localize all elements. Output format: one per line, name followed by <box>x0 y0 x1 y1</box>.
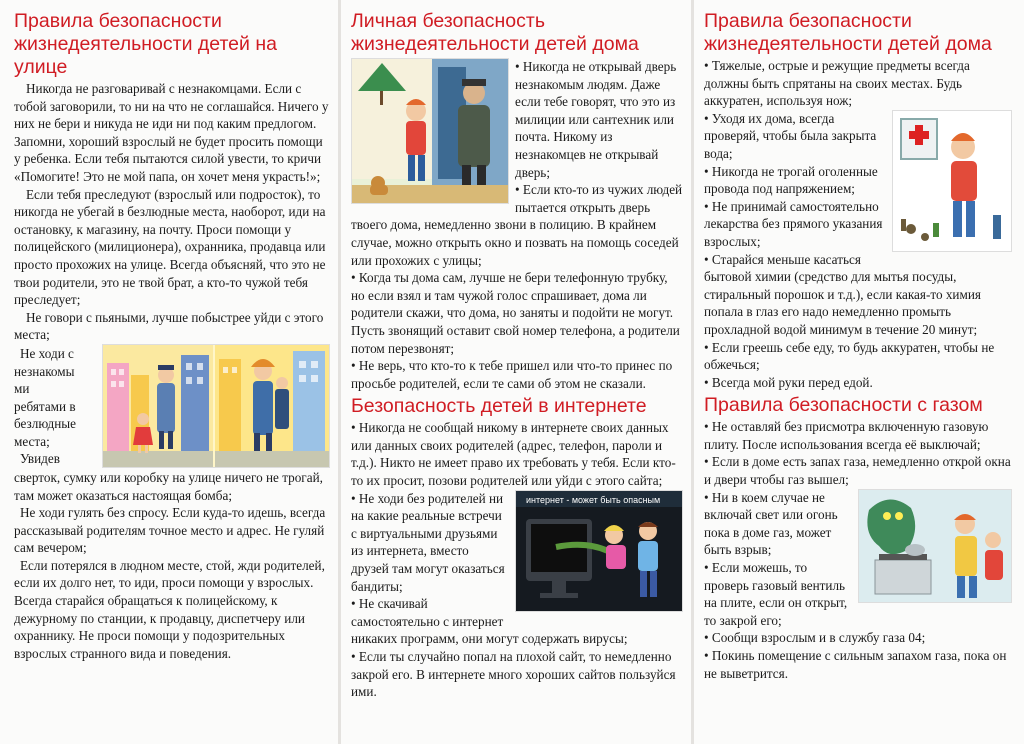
internet-rule-downloads: • Не скачивай самостоятельно с интернет никаких программ, они могут содержать вирусы; <box>351 596 628 647</box>
street-rule-followed: Если тебя преследуют (взрослый или подросток), то никогда не убегай в безлюдные места, наоборот, иди на остановку, к магазину, на почту. Проси помощи у полицейского (милиционера), охранника, продавца или просто прохожих на улице. Всегда объясняй, что это не твои родители, это не твой брат, а кто-то чужой тебя преследует; <box>14 186 326 308</box>
stranger-scene-svg <box>103 345 329 467</box>
home-personal-text <box>351 58 683 392</box>
side-line-7: Увидев <box>20 451 60 467</box>
side-line-6: места; <box>14 433 50 449</box>
street-side-text <box>14 345 98 468</box>
gas-heading-text: Правила безопасности с газом <box>704 394 983 417</box>
home-personal-heading-line-2: жизнедеятельности детей дома <box>351 33 639 55</box>
gas-danger-illustration <box>858 489 1012 603</box>
street-rule-walk: Не ходи гулять без спросу. Если куда-то идешь, всегда рассказывай родителям точное место и адрес. Не гуляй сам вечером; <box>14 505 326 556</box>
gas-rule-stove: • Не оставляй без присмотра включенную газовую плиту. После использования всегда её выключай; <box>704 419 989 452</box>
side-line-4: ребятами в <box>14 398 76 414</box>
gas-rules-text <box>704 418 1012 682</box>
home-personal-heading <box>351 10 683 56</box>
street-heading <box>14 10 330 79</box>
door-stranger-illustration <box>351 58 509 204</box>
home-rule-break-in: • Если кто-то из чужих людей пытается открыть дверь твоего дома, немедленно звони в полицию. В крайнем случае, можно открыть окно и позвать на помощь соседей или прохожих с улицы; <box>351 182 683 268</box>
side-line-1: Не ходи с <box>20 345 74 361</box>
home-rule-chemicals: • Старайся меньше касаться бытовой химии (средство для мытья посуды, стиральный порошок и т.д.), если какая-то химия попала в глаз его надо немедленно промыть прохладной водой минимум в течение 20 минут; <box>704 251 981 337</box>
internet-rule-data: • Никогда не сообщай никому в интернете своих данных или данных своих родителей (адрес, телефон, пароли и т.д.). Никто не имеет право их требовать у тебя. Если кто-то их просит, позови родителей или уйди с этого сайта; <box>351 420 676 489</box>
home-rule-food: • Если греешь себе еду, то будь аккуратен, чтобы не обжечься; <box>704 339 995 373</box>
medicine-scene-svg <box>893 111 1011 251</box>
internet-heading-text: Безопасность детей в интернете <box>351 395 647 418</box>
home-rule-door: • Никогда не открывай дверь незнакомым людям. Даже если тебе говорят, что это из милиции или сантехник или почта. Никому из незнакомцев не открывай дверь; <box>515 59 677 180</box>
gas-rule-call-04: • Сообщи взрослым и в службу газа 04; <box>704 630 926 646</box>
column-home-and-internet <box>341 0 691 744</box>
internet-text <box>351 419 683 701</box>
gas-heading <box>704 394 1012 417</box>
gas-rule-no-fire: • Ни в коем случае не включай свет или огонь пока в доме газ, может быть взрыв; <box>704 489 838 558</box>
home-rule-sharp-objects: • Тяжелые, острые и режущие предметы всегда должны быть спрятаны на своих местах. Будь аккуратен, используя нож; <box>704 58 970 109</box>
column-street-safety <box>0 0 338 744</box>
home-rules-heading <box>704 10 1012 56</box>
home-personal-heading-line-1: Личная безопасность <box>351 10 545 32</box>
home-rules-heading-line-1: Правила безопасности <box>704 10 912 32</box>
internet-image-caption: интернет - может быть опасным <box>526 494 661 505</box>
street-rule-package: сверток, сумку или коробку на улице ничего не трогай, там может оказаться настоящая бомба; <box>14 469 323 503</box>
side-line-2: незнакомы <box>14 363 75 379</box>
home-rule-water: • Уходя их дома, всегда проверяй, чтобы была закрыта вода; <box>704 110 877 161</box>
internet-danger-illustration <box>515 490 683 612</box>
home-rules-heading-line-2: жизнедеятельности детей дома <box>704 33 992 55</box>
gas-rule-valve: • Если можешь, то проверь газовый вентиль на плите, если он открыт, то закрой его; <box>704 560 848 628</box>
side-line-3: ми <box>14 381 30 397</box>
home-rule-wash-hands: • Всегда мой руки перед едой. <box>704 374 873 390</box>
street-illustration-row <box>14 345 330 469</box>
gas-scene-svg <box>859 490 1011 602</box>
stranger-danger-illustration <box>102 344 330 468</box>
street-heading-line-2: жизнедеятельности детей на <box>14 33 277 55</box>
medicine-cabinet-illustration <box>892 110 1012 252</box>
internet-rule-meetings: • Не ходи без родителей ни на какие реальные встречи с виртуальными друзьями из интернета, вместо друзей там могут оказаться бандиты; <box>351 490 505 594</box>
side-line-5: безлюдные <box>14 416 77 432</box>
street-heading-line-1: Правила безопасности <box>14 10 222 32</box>
street-heading-line-3: улице <box>14 56 68 78</box>
column-home-and-gas <box>694 0 1024 744</box>
internet-rule-bad-site: • Если ты случайно попал на плохой сайт, то немедленно закрой его. В интернете много хороших сайтов пользуйся ими. <box>351 649 676 700</box>
street-rules-text <box>14 80 330 662</box>
street-rule-strangers: Никогда не разговаривай с незнакомцами. Если с тобой заговорили, то ни на что не соглашайся. Ничего у них не бери и никуда не иди ни под каким предлогом. Запомни, хороший взрослый не будет просить помощи у ребенка. Если тебя пытаются силой увести, то кричи «Помогите! Это не мой папа, он хочет меня украсть!»; <box>14 81 329 184</box>
internet-heading <box>351 395 683 418</box>
home-rule-wires: • Никогда не трогай оголенные провода под напряжением; <box>704 163 878 197</box>
gas-rule-leave-room: • Покинь помещение с сильным запахом газа, пока он не выветрится. <box>704 648 1007 681</box>
gas-rule-smell: • Если в доме есть запах газа, немедленно открой окна и двери чтобы газ вышел; <box>704 454 1011 488</box>
home-rule-delivery: • Не верь, что кто-то к тебе пришел или что-то принес по просьбе родителей, если те сами об этом не сказали. <box>351 358 673 391</box>
home-rules-text <box>704 57 1012 391</box>
home-rule-phone: • Когда ты дома сам, лучше не бери телефонную трубку, но если взял и там чужой голос спрашивает, дома ли родители скажи, что дома, но заняты и подойти не могут. Пусть звонящий оставит свой номер телефона, а родители потом перезвонят; <box>351 270 680 356</box>
street-rule-lost: Если потерялся в людном месте, стой, жди родителей, если их долго нет, то иди, проси помощи у взрослых. Всегда старайся обращаться к полицейскому, к дежурному по станции, к продавцу, диспетчеру или охраннику. Не проси помощи у подозрительных взрослых странного вида и поведения. <box>14 557 325 661</box>
home-rule-medicine: • Не принимай самостоятельно лекарства без прямого указания взрослых; <box>704 198 883 249</box>
door-scene-svg <box>352 59 508 203</box>
street-rule-drunk: Не говори с пьяными, лучше побыстрее уйди с этого места; <box>14 309 324 343</box>
